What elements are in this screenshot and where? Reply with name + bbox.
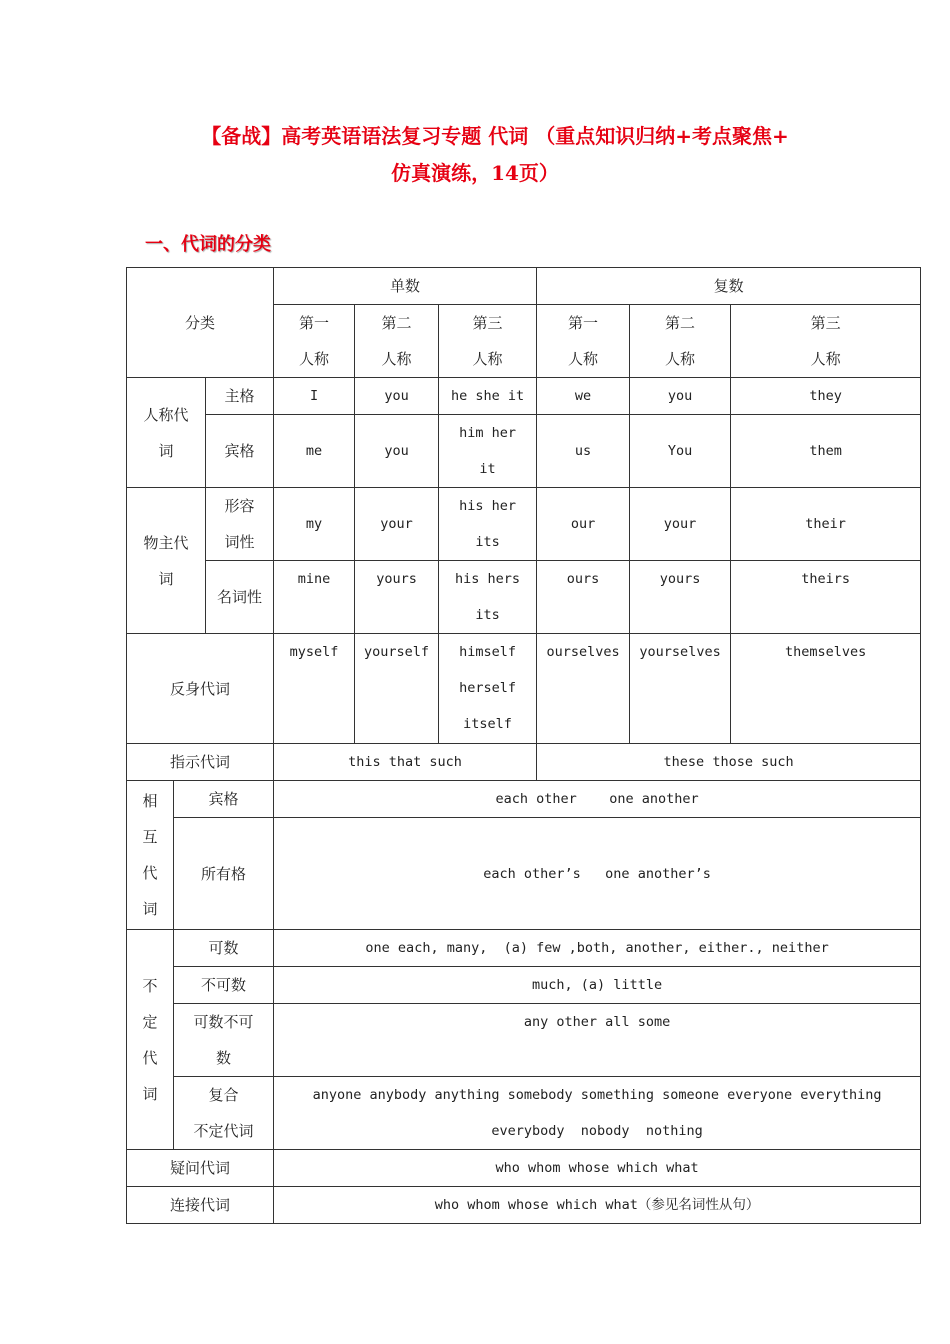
objective-cell: You (630, 415, 731, 488)
objective-cell: him her it (439, 415, 537, 488)
reciprocal-pronoun-label: 相 互 代 词 (127, 781, 174, 930)
nominal-cell: ours (537, 561, 630, 634)
objective-cell: them (731, 415, 921, 488)
interrogative-pronoun-label: 疑问代词 (127, 1150, 274, 1187)
header-singular-third-person: 第三 人称 (439, 305, 537, 378)
reflexive-pronoun-label: 反身代词 (127, 634, 274, 744)
reflexive-cell: ourselves (537, 634, 630, 744)
interrogative-cell: who whom whose which what (274, 1150, 921, 1187)
conjunctive-pronoun-label: 连接代词 (127, 1187, 274, 1224)
nominal-label: 名词性 (206, 561, 274, 634)
countable-and-uncountable-label: 可数不可 数 (174, 1004, 274, 1077)
nominal-cell: yours (630, 561, 731, 634)
reflexive-cell: yourselves (630, 634, 731, 744)
reciprocal-possessive-label: 所有格 (174, 818, 274, 930)
adjectival-cell: their (731, 488, 921, 561)
possessive-pronoun-label: 物主代 词 (127, 488, 206, 634)
section-heading: 一、代词的分类 (145, 234, 271, 255)
indefinite-pronoun-label: 不 定 代 词 (127, 930, 174, 1150)
personal-pronoun-label: 人称代 词 (127, 378, 206, 488)
document-title-line-2: 仿真演练，14页） (391, 161, 559, 185)
adjectival-cell: his her its (439, 488, 537, 561)
objective-cell: me (274, 415, 355, 488)
reciprocal-objective-label: 宾格 (174, 781, 274, 818)
demonstrative-pronoun-label: 指示代词 (127, 744, 274, 781)
nominative-cell: he she it (439, 378, 537, 415)
adjectival-cell: your (355, 488, 439, 561)
singular-header: 单数 (274, 268, 537, 305)
header-plural-second-person: 第二 人称 (630, 305, 731, 378)
adjectival-cell: your (630, 488, 731, 561)
nominal-cell: his hers its (439, 561, 537, 634)
reflexive-cell: himself herself itself (439, 634, 537, 744)
header-plural-third-person: 第三 人称 (731, 305, 921, 378)
nominative-cell: you (355, 378, 439, 415)
adjectival-cell: my (274, 488, 355, 561)
nominative-label: 主格 (206, 378, 274, 415)
demonstrative-plural-cell: these those such (537, 744, 921, 781)
nominative-cell: they (731, 378, 921, 415)
reflexive-cell: themselves (731, 634, 921, 744)
objective-cell: you (355, 415, 439, 488)
uncountable-cell: much, (a) little (274, 967, 921, 1004)
demonstrative-singular-cell: this that such (274, 744, 537, 781)
header-singular-first-person: 第一 人称 (274, 305, 355, 378)
objective-label: 宾格 (206, 415, 274, 488)
adjectival-label: 形容 词性 (206, 488, 274, 561)
objective-cell: us (537, 415, 630, 488)
reflexive-cell: myself (274, 634, 355, 744)
table-corner-cell: 分类 (127, 268, 274, 378)
compound-indefinite-label: 复合 不定代词 (174, 1077, 274, 1150)
nominative-cell: I (274, 378, 355, 415)
reciprocal-possessive-cell: each other’s one another’s (274, 818, 921, 930)
header-plural-first-person: 第一 人称 (537, 305, 630, 378)
header-singular-second-person: 第二 人称 (355, 305, 439, 378)
countable-label: 可数 (174, 930, 274, 967)
reciprocal-objective-cell: each other one another (274, 781, 921, 818)
document-title-line-1: 【备战】高考英语语法复习专题 代词 （重点知识归纳+考点聚焦+ (201, 124, 789, 148)
nominative-cell: we (537, 378, 630, 415)
nominal-cell: yours (355, 561, 439, 634)
adjectival-cell: our (537, 488, 630, 561)
nominative-cell: you (630, 378, 731, 415)
countable-cell: one each, many, (a) few ,both, another, either., neither (274, 930, 921, 967)
countable-and-uncountable-cell: any other all some (274, 1004, 921, 1077)
nominal-cell: theirs (731, 561, 921, 634)
pronoun-classification-table (126, 267, 921, 1224)
conjunctive-cell: who whom whose which what（参见名词性从句） (274, 1187, 921, 1224)
plural-header: 复数 (537, 268, 921, 305)
uncountable-label: 不可数 (174, 967, 274, 1004)
reflexive-cell: yourself (355, 634, 439, 744)
nominal-cell: mine (274, 561, 355, 634)
compound-indefinite-cell: anyone anybody anything somebody something someone everyone everything everybody nobody nothing (274, 1077, 921, 1150)
